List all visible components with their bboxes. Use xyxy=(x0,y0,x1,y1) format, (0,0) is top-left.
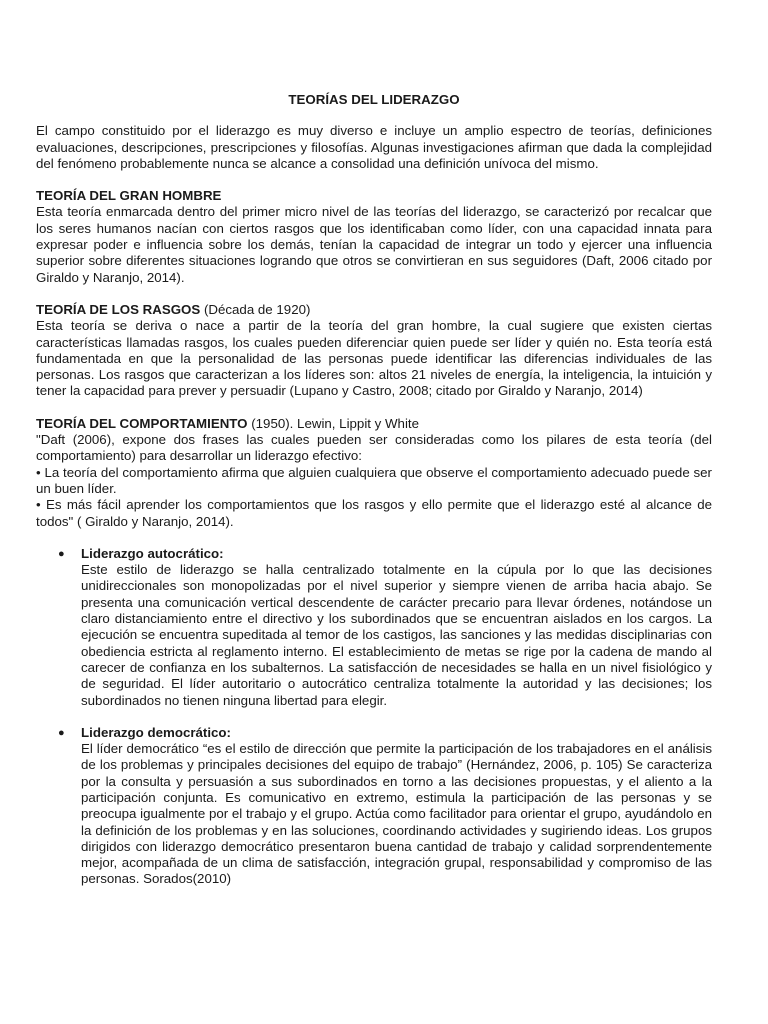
list-item-body: Este estilo de liderazgo se halla centralizado totalmente en la cúpula por lo que las decisiones unidireccionales son monopolizadas por el nivel superior y siempre vienen de arriba hacia abajo. Se presenta una comunicación vertical descendente de carácter precario para llevar órdenes, notándose un claro distanciamiento entre el directivo y los subordinados que se encuentran aislados en los cargos. La ejecución se encuentra supeditada al temor de los castigos, las sanciones y las medidas disciplinarias con obediencia estricta al reglamento interno. El establecimiento de metas se rige por la cadena de mando al carecer de confianza en los subalternos. La satisfacción de necesidades se halla en un nivel fisiológico y de seguridad. El líder autoritario o autocrático centraliza totalmente la autoridad y las decisiones; los subordinados no tienen ninguna libertad para elegir. xyxy=(81,562,712,708)
section-body: Esta teoría enmarcada dentro del primer micro nivel de las teorías del liderazgo, se caracterizó por recalcar que los seres humanos nacían con ciertos rasgos que los identificaban como líder, con una capacidad innata para expresar poder e influencia sobre los demás, tenían la capacidad de integrar un todo y ejercer una influencia superior sobre diferentes situaciones logrando que otros se convirtieran en sus seguidores (Daft, 2006 citado por Giraldo y Naranjo, 2014). xyxy=(36,204,712,285)
list-item-democratico xyxy=(36,725,712,888)
section-heading-line xyxy=(36,416,712,432)
document-page xyxy=(36,92,712,904)
section-heading-line xyxy=(36,302,712,318)
bullet-icon: ● xyxy=(58,547,65,560)
list-item-autocratico xyxy=(36,546,712,709)
section-bullet: • Es más fácil aprender los comportamientos que los rasgos y ello permite que el liderazgo esté al alcance de todos" ( Giraldo y Naranjo, 2014). xyxy=(36,497,712,529)
section-body: "Daft (2006), expone dos frases las cuales pueden ser consideradas como los pilares de esta teoría (del comportamiento) para desarrollar un liderazgo efectivo: xyxy=(36,432,712,464)
list-item-title: Liderazgo autocrático: xyxy=(81,545,224,561)
section-heading-suffix: (Década de 1920) xyxy=(200,301,311,317)
bullet-icon: ● xyxy=(58,726,65,739)
section-heading: TEORÍA DE LOS RASGOS xyxy=(36,301,201,317)
section-gran-hombre xyxy=(36,188,712,286)
document-title: TEORÍAS DEL LIDERAZGO xyxy=(288,92,460,107)
section-heading: TEORÍA DEL COMPORTAMIENTO xyxy=(36,415,248,431)
section-heading-line xyxy=(36,188,712,204)
list-item-title: Liderazgo democrático: xyxy=(81,724,231,740)
section-heading-suffix: (1950). Lewin, Lippit y White xyxy=(247,415,419,431)
list-item-body: El líder democrático “es el estilo de dirección que permite la participación de los trabajadores en el análisis de los problemas y principales decisiones del equipo de trabajo” (Hernández, 2006, p. 105) Se caracteriza por la consulta y persuasión a sus subordinados en torno a las decisiones propuestas, y el aliento a la participación conjunta. Es comunicativo en extremo, estimula la participación de las personas y se preocupa igualmente por el trabajo y el grupo. Actúa como facilitador para orientar el grupo, ayudándolo en la definición de los problemas y en las soluciones, coordinando actividades y sugiriendo ideas. Los grupos dirigidos con liderazgo democrático presentaron buena cantidad de trabajo y calidad sorprendentemente mejor, acompañada de un clima de satisfacción, integración grupal, responsabilidad y compromiso de las personas. Sorados(2010) xyxy=(81,741,712,887)
section-heading: TEORÍA DEL GRAN HOMBRE xyxy=(36,188,222,204)
section-bullet: • La teoría del comportamiento afirma que alguien cualquiera que observe el comportamiento adecuado puede ser un buen líder. xyxy=(36,464,712,496)
section-comportamiento xyxy=(36,416,712,530)
leadership-styles-list xyxy=(36,546,712,888)
section-rasgos xyxy=(36,302,712,400)
section-body: Esta teoría se deriva o nace a partir de la teoría del gran hombre, la cual sugiere que existen ciertas características llamadas rasgos, los cuales pueden diferenciar quien puede ser líder y quién no. Esta teoría está fundamentada en que la personalidad de las personas puede identificar las diferencias individuales de las personas. Los rasgos que caracterizan a los líderes son: altos 21 niveles de energía, la inteligencia, la intuición y tener la capacidad para prever y persuadir (Lupano y Castro, 2008; citado por Giraldo y Naranjo, 2014) xyxy=(36,318,712,399)
intro-paragraph: El campo constituido por el liderazgo es muy diverso e incluye un amplio espectro de teorías, definiciones evaluaciones, descripciones, prescripciones y filosofías. Algunas investigaciones afirman que dada la complejidad del fenómeno probablemente nunca se alcance a consolidad una definición unívoca del mismo. xyxy=(36,123,712,171)
